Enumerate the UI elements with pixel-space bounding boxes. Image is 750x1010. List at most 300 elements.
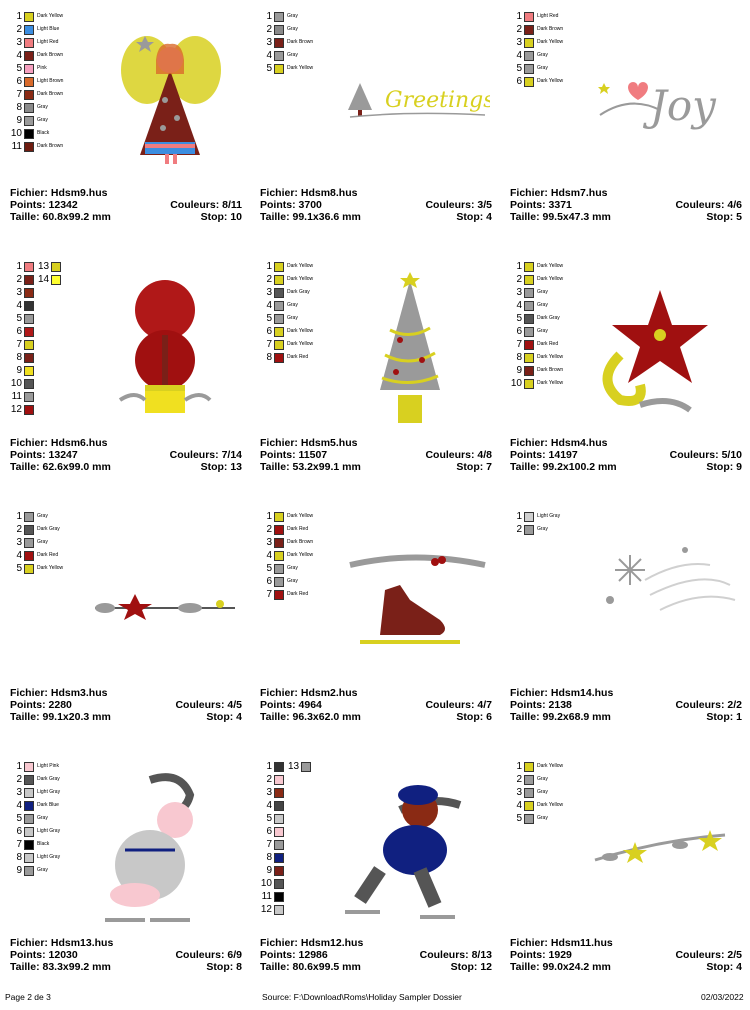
thread-color-name: Light Gray (37, 828, 61, 834)
colors-value: 7/14 (221, 449, 242, 461)
thread-number: 9 (516, 365, 522, 376)
color-swatch (301, 762, 311, 772)
stop-value: 13 (230, 461, 242, 473)
color-swatch (524, 775, 534, 785)
embroidery-preview (590, 65, 740, 140)
colors-value: 8/11 (222, 199, 242, 211)
thread-number: 4 (516, 800, 522, 811)
legend-row (10, 562, 130, 575)
file-line (260, 437, 357, 449)
size-label: Taille: (10, 961, 40, 973)
stop-line (706, 461, 742, 473)
points-line (10, 699, 72, 711)
color-swatch (524, 379, 534, 389)
size-line (510, 711, 611, 723)
thread-color-name: Gray (287, 315, 298, 321)
thread-color-name: Gray (537, 815, 548, 821)
thread-color-name: Black (37, 841, 50, 847)
points-value: 12986 (298, 949, 328, 961)
points-value: 12342 (48, 199, 78, 211)
design-card (510, 10, 750, 260)
thread-number: 8 (16, 352, 22, 363)
thread-color-name: Dark Yellow (537, 763, 564, 769)
color-legend (260, 260, 380, 364)
points-value: 11507 (298, 449, 328, 461)
design-card (260, 760, 500, 1010)
thread-color-name: Dark Yellow (537, 276, 564, 282)
file-line (10, 437, 107, 449)
legend-row (10, 260, 130, 273)
thread-color-name: Dark Red (537, 341, 559, 347)
points-label: Points: (510, 199, 546, 211)
color-swatch (24, 814, 34, 824)
embroidery-preview (90, 590, 240, 630)
color-swatch (274, 879, 284, 889)
points-line (510, 949, 572, 961)
size-line (260, 711, 361, 723)
thread-color-name: Dark Red (37, 552, 59, 558)
color-swatch (524, 340, 534, 350)
colors-label: Couleurs: (170, 199, 220, 211)
thread-number: 8 (16, 852, 22, 863)
color-swatch (274, 262, 284, 272)
file-name: Hdsm3.hus (50, 687, 108, 699)
color-swatch (24, 90, 34, 100)
colors-value: 2/5 (727, 949, 742, 961)
thread-number: 2 (16, 274, 22, 285)
design-card (510, 760, 750, 1010)
color-swatch (524, 25, 534, 35)
color-swatch (274, 840, 284, 850)
file-line (510, 687, 613, 699)
thread-color-name: Gray (37, 513, 48, 519)
legend-row (260, 760, 380, 773)
file-label: Fichier: (510, 437, 548, 449)
size-value: 83.3x99.2 mm (42, 961, 111, 973)
thread-number: 1 (516, 511, 522, 522)
legend-row (10, 10, 130, 23)
stop-value: 12 (480, 961, 492, 973)
stop-line (206, 961, 242, 973)
design-info (510, 937, 742, 973)
points-label: Points: (10, 699, 46, 711)
color-swatch (274, 327, 284, 337)
thread-number: 3 (516, 287, 522, 298)
file-name: Hdsm8.hus (300, 187, 358, 199)
color-swatch (24, 853, 34, 863)
design-info (260, 437, 492, 473)
thread-color-name: Dark Yellow (287, 65, 314, 71)
thread-number: 3 (266, 787, 272, 798)
thread-number: 2 (516, 274, 522, 285)
thread-color-name: Dark Yellow (287, 276, 314, 282)
design-info (260, 187, 492, 223)
color-swatch (274, 314, 284, 324)
stop-label: Stop: (706, 961, 734, 973)
thread-number: 6 (266, 826, 272, 837)
thread-color-name: Gray (537, 776, 548, 782)
color-swatch (274, 577, 284, 587)
design-info (10, 937, 242, 973)
stop-value: 6 (486, 711, 492, 723)
legend-row (510, 36, 630, 49)
thread-color-name: Dark Yellow (37, 565, 64, 571)
colors-value: 5/10 (721, 449, 742, 461)
color-swatch (274, 64, 284, 74)
file-label: Fichier: (10, 437, 48, 449)
design-card (10, 760, 250, 1010)
stop-line (451, 961, 492, 973)
stop-label: Stop: (206, 711, 234, 723)
stop-label: Stop: (706, 711, 734, 723)
legend-row (260, 260, 380, 273)
size-line (260, 461, 361, 473)
color-swatch (24, 340, 34, 350)
color-swatch (524, 327, 534, 337)
thread-number: 5 (266, 63, 272, 74)
thread-number: 2 (16, 24, 22, 35)
file-label: Fichier: (260, 437, 298, 449)
color-swatch (524, 77, 534, 87)
thread-color-name: Gray (537, 289, 548, 295)
file-line (510, 437, 607, 449)
legend-row (260, 351, 380, 364)
print-date: 02/03/2022 (701, 992, 744, 1002)
color-swatch (274, 788, 284, 798)
stop-value: 10 (230, 211, 242, 223)
color-swatch (274, 551, 284, 561)
color-swatch (524, 301, 534, 311)
legend-row (10, 140, 130, 153)
points-line (10, 199, 78, 211)
points-line (260, 949, 328, 961)
thread-color-name: Gray (287, 565, 298, 571)
colors-value: 2/2 (727, 699, 742, 711)
thread-number: 5 (16, 563, 22, 574)
size-value: 60.8x99.2 mm (42, 211, 111, 223)
embroidery-preview (340, 75, 490, 130)
color-swatch (24, 51, 34, 61)
thread-number: 5 (516, 313, 522, 324)
points-value: 4964 (298, 699, 322, 711)
thread-number: 12 (10, 404, 22, 415)
color-swatch (24, 142, 34, 152)
size-value: 99.1x20.3 mm (42, 711, 111, 723)
thread-number: 5 (266, 313, 272, 324)
thread-number: 7 (266, 589, 272, 600)
legend-row (510, 260, 630, 273)
color-swatch (524, 525, 534, 535)
thread-color-name: Dark Brown (37, 143, 64, 149)
thread-color-name: Gray (537, 789, 548, 795)
thread-color-name: Dark Red (287, 354, 309, 360)
thread-number: 3 (16, 537, 22, 548)
file-name: Hdsm14.hus (550, 687, 614, 699)
embroidery-preview (590, 830, 730, 875)
thread-number: 1 (266, 261, 272, 272)
size-label: Taille: (510, 961, 540, 973)
stop-value: 7 (486, 461, 492, 473)
thread-color-name: Dark Yellow (537, 380, 564, 386)
color-swatch (524, 512, 534, 522)
thread-number: 4 (16, 300, 22, 311)
thread-number: 11 (11, 141, 22, 152)
thread-number: 7 (16, 339, 22, 350)
design-info (510, 187, 742, 223)
stop-value: 4 (486, 211, 492, 223)
thread-number: 1 (266, 11, 272, 22)
color-legend (510, 760, 630, 825)
size-line (10, 211, 111, 223)
design-card (510, 260, 750, 510)
color-swatch (51, 262, 61, 272)
thread-number: 10 (10, 378, 22, 389)
color-swatch (24, 116, 34, 126)
size-line (10, 461, 111, 473)
thread-color-name: Gray (37, 539, 48, 545)
color-swatch (24, 12, 34, 22)
thread-color-name: Light Gray (37, 789, 61, 795)
file-line (10, 187, 107, 199)
color-swatch (24, 512, 34, 522)
color-swatch (274, 51, 284, 61)
thread-number: 3 (16, 287, 22, 298)
color-swatch (24, 379, 34, 389)
thread-color-name: Dark Yellow (287, 513, 314, 519)
color-swatch (274, 801, 284, 811)
thread-number: 4 (516, 50, 522, 61)
color-swatch (524, 314, 534, 324)
points-value: 12030 (48, 949, 78, 961)
stop-label: Stop: (200, 461, 228, 473)
legend-row (260, 23, 380, 36)
color-swatch (24, 301, 34, 311)
points-line (10, 449, 78, 461)
color-swatch (24, 327, 34, 337)
thread-number: 1 (516, 761, 522, 772)
stop-value: 5 (736, 211, 742, 223)
thread-number: 1 (16, 511, 22, 522)
points-line (260, 199, 322, 211)
thread-color-name: Dark Blue (37, 802, 59, 808)
legend-row (260, 510, 380, 523)
file-label: Fichier: (260, 187, 298, 199)
thread-number: 1 (266, 511, 272, 522)
file-line (260, 687, 357, 699)
color-legend (10, 510, 130, 575)
size-value: 96.3x62.0 mm (292, 711, 361, 723)
design-info (10, 437, 242, 473)
thread-number: 3 (516, 787, 522, 798)
thread-number: 1 (16, 11, 22, 22)
points-label: Points: (510, 449, 546, 461)
embroidery-preview (370, 270, 450, 435)
size-label: Taille: (260, 961, 290, 973)
thread-color-name: Dark Yellow (537, 802, 564, 808)
thread-number: 8 (16, 102, 22, 113)
legend-row (10, 127, 130, 140)
color-swatch (274, 512, 284, 522)
size-label: Taille: (510, 461, 540, 473)
colors-line (675, 199, 742, 211)
legend-row (510, 510, 630, 523)
file-name: Hdsm12.hus (300, 937, 364, 949)
size-label: Taille: (260, 461, 290, 473)
embroidery-preview (590, 540, 740, 640)
legend-row (260, 62, 380, 75)
size-line (10, 711, 111, 723)
points-label: Points: (260, 699, 296, 711)
points-label: Points: (260, 199, 296, 211)
colors-value: 8/13 (471, 949, 492, 961)
stop-label: Stop: (706, 211, 734, 223)
thread-color-name: Dark Yellow (287, 328, 314, 334)
points-line (510, 199, 572, 211)
colors-line (170, 449, 242, 461)
color-swatch (274, 38, 284, 48)
thread-number: 9 (16, 865, 22, 876)
thread-number: 10 (510, 378, 522, 389)
thread-number: 7 (266, 839, 272, 850)
legend-row (510, 10, 630, 23)
size-line (510, 961, 611, 973)
thread-number: 5 (266, 813, 272, 824)
size-value: 99.0x24.2 mm (542, 961, 611, 973)
colors-label: Couleurs: (425, 699, 475, 711)
file-name: Hdsm7.hus (550, 187, 608, 199)
design-info (260, 937, 492, 973)
thread-number: 8 (266, 852, 272, 863)
color-swatch (24, 564, 34, 574)
colors-label: Couleurs: (675, 199, 725, 211)
points-line (260, 449, 327, 461)
colors-label: Couleurs: (169, 449, 219, 461)
file-line (10, 937, 113, 949)
file-line (260, 187, 357, 199)
legend-row (510, 773, 630, 786)
file-name: Hdsm11.hus (550, 937, 613, 949)
thread-color-name: Dark Brown (287, 539, 314, 545)
thread-color-name: Gray (37, 815, 48, 821)
thread-number: 2 (266, 524, 272, 535)
color-swatch (274, 827, 284, 837)
color-swatch (274, 340, 284, 350)
design-card (10, 260, 250, 510)
legend-row (10, 62, 130, 75)
points-label: Points: (510, 699, 546, 711)
color-swatch (524, 64, 534, 74)
points-label: Points: (10, 449, 46, 461)
thread-color-name: Dark Yellow (537, 78, 564, 84)
thread-color-name: Pink (37, 65, 47, 71)
legend-row (260, 523, 380, 536)
colors-label: Couleurs: (675, 949, 725, 961)
thread-number: 2 (516, 24, 522, 35)
file-label: Fichier: (260, 937, 298, 949)
size-line (10, 961, 111, 973)
colors-value: 4/8 (477, 449, 492, 461)
thread-number: 10 (260, 878, 272, 889)
file-line (510, 187, 607, 199)
thread-number: 1 (266, 761, 272, 772)
file-line (10, 687, 107, 699)
file-name: Hdsm9.hus (50, 187, 108, 199)
design-info (510, 437, 742, 473)
size-label: Taille: (10, 461, 40, 473)
stop-line (456, 711, 492, 723)
thread-number: 2 (266, 774, 272, 785)
thread-color-name: Light Blue (37, 26, 60, 32)
thread-number: 5 (16, 313, 22, 324)
embroidery-preview (590, 285, 720, 425)
colors-label: Couleurs: (425, 449, 475, 461)
thread-number: 5 (516, 813, 522, 824)
legend-row (260, 10, 380, 23)
thread-number: 5 (16, 813, 22, 824)
legend-row (260, 49, 380, 62)
thread-number: 9 (16, 365, 22, 376)
points-value: 3371 (548, 199, 572, 211)
color-swatch (274, 892, 284, 902)
color-swatch (24, 775, 34, 785)
stop-line (456, 211, 492, 223)
thread-number: 14 (38, 274, 50, 285)
points-label: Points: (260, 949, 296, 961)
thread-number: 4 (16, 800, 22, 811)
thread-color-name: Black (37, 130, 50, 136)
thread-number: 13 (38, 261, 50, 272)
thread-number: 8 (266, 352, 272, 363)
colors-line (675, 699, 742, 711)
file-label: Fichier: (10, 687, 48, 699)
embroidery-preview (110, 275, 220, 425)
design-card (260, 260, 500, 510)
color-swatch (274, 590, 284, 600)
size-value: 99.1x36.6 mm (292, 211, 361, 223)
thread-number: 10 (10, 128, 22, 139)
thread-number: 2 (16, 774, 22, 785)
points-value: 2280 (48, 699, 72, 711)
thread-color-name: Dark Brown (287, 39, 314, 45)
points-line (10, 949, 78, 961)
color-swatch (524, 353, 534, 363)
color-swatch (524, 275, 534, 285)
colors-label: Couleurs: (425, 199, 475, 211)
legend-row (10, 510, 130, 523)
color-swatch (24, 275, 34, 285)
thread-color-name: Dark Yellow (537, 263, 564, 269)
colors-line (175, 699, 242, 711)
thread-number: 4 (266, 300, 272, 311)
colors-line (675, 949, 742, 961)
file-name: Hdsm2.hus (300, 687, 358, 699)
design-card (10, 510, 250, 760)
thread-color-name: Dark Yellow (287, 341, 314, 347)
thread-color-name: Dark Brown (537, 367, 564, 373)
color-legend (10, 10, 130, 153)
thread-number: 7 (266, 339, 272, 350)
legend-extra (38, 273, 61, 286)
stop-line (201, 211, 242, 223)
file-label: Fichier: (510, 937, 548, 949)
thread-color-name: Dark Gray (37, 776, 60, 782)
color-swatch (51, 275, 61, 285)
file-name: Hdsm13.hus (50, 937, 114, 949)
thread-number: 3 (266, 37, 272, 48)
size-label: Taille: (510, 211, 540, 223)
thread-number: 9 (266, 865, 272, 876)
size-line (260, 961, 361, 973)
